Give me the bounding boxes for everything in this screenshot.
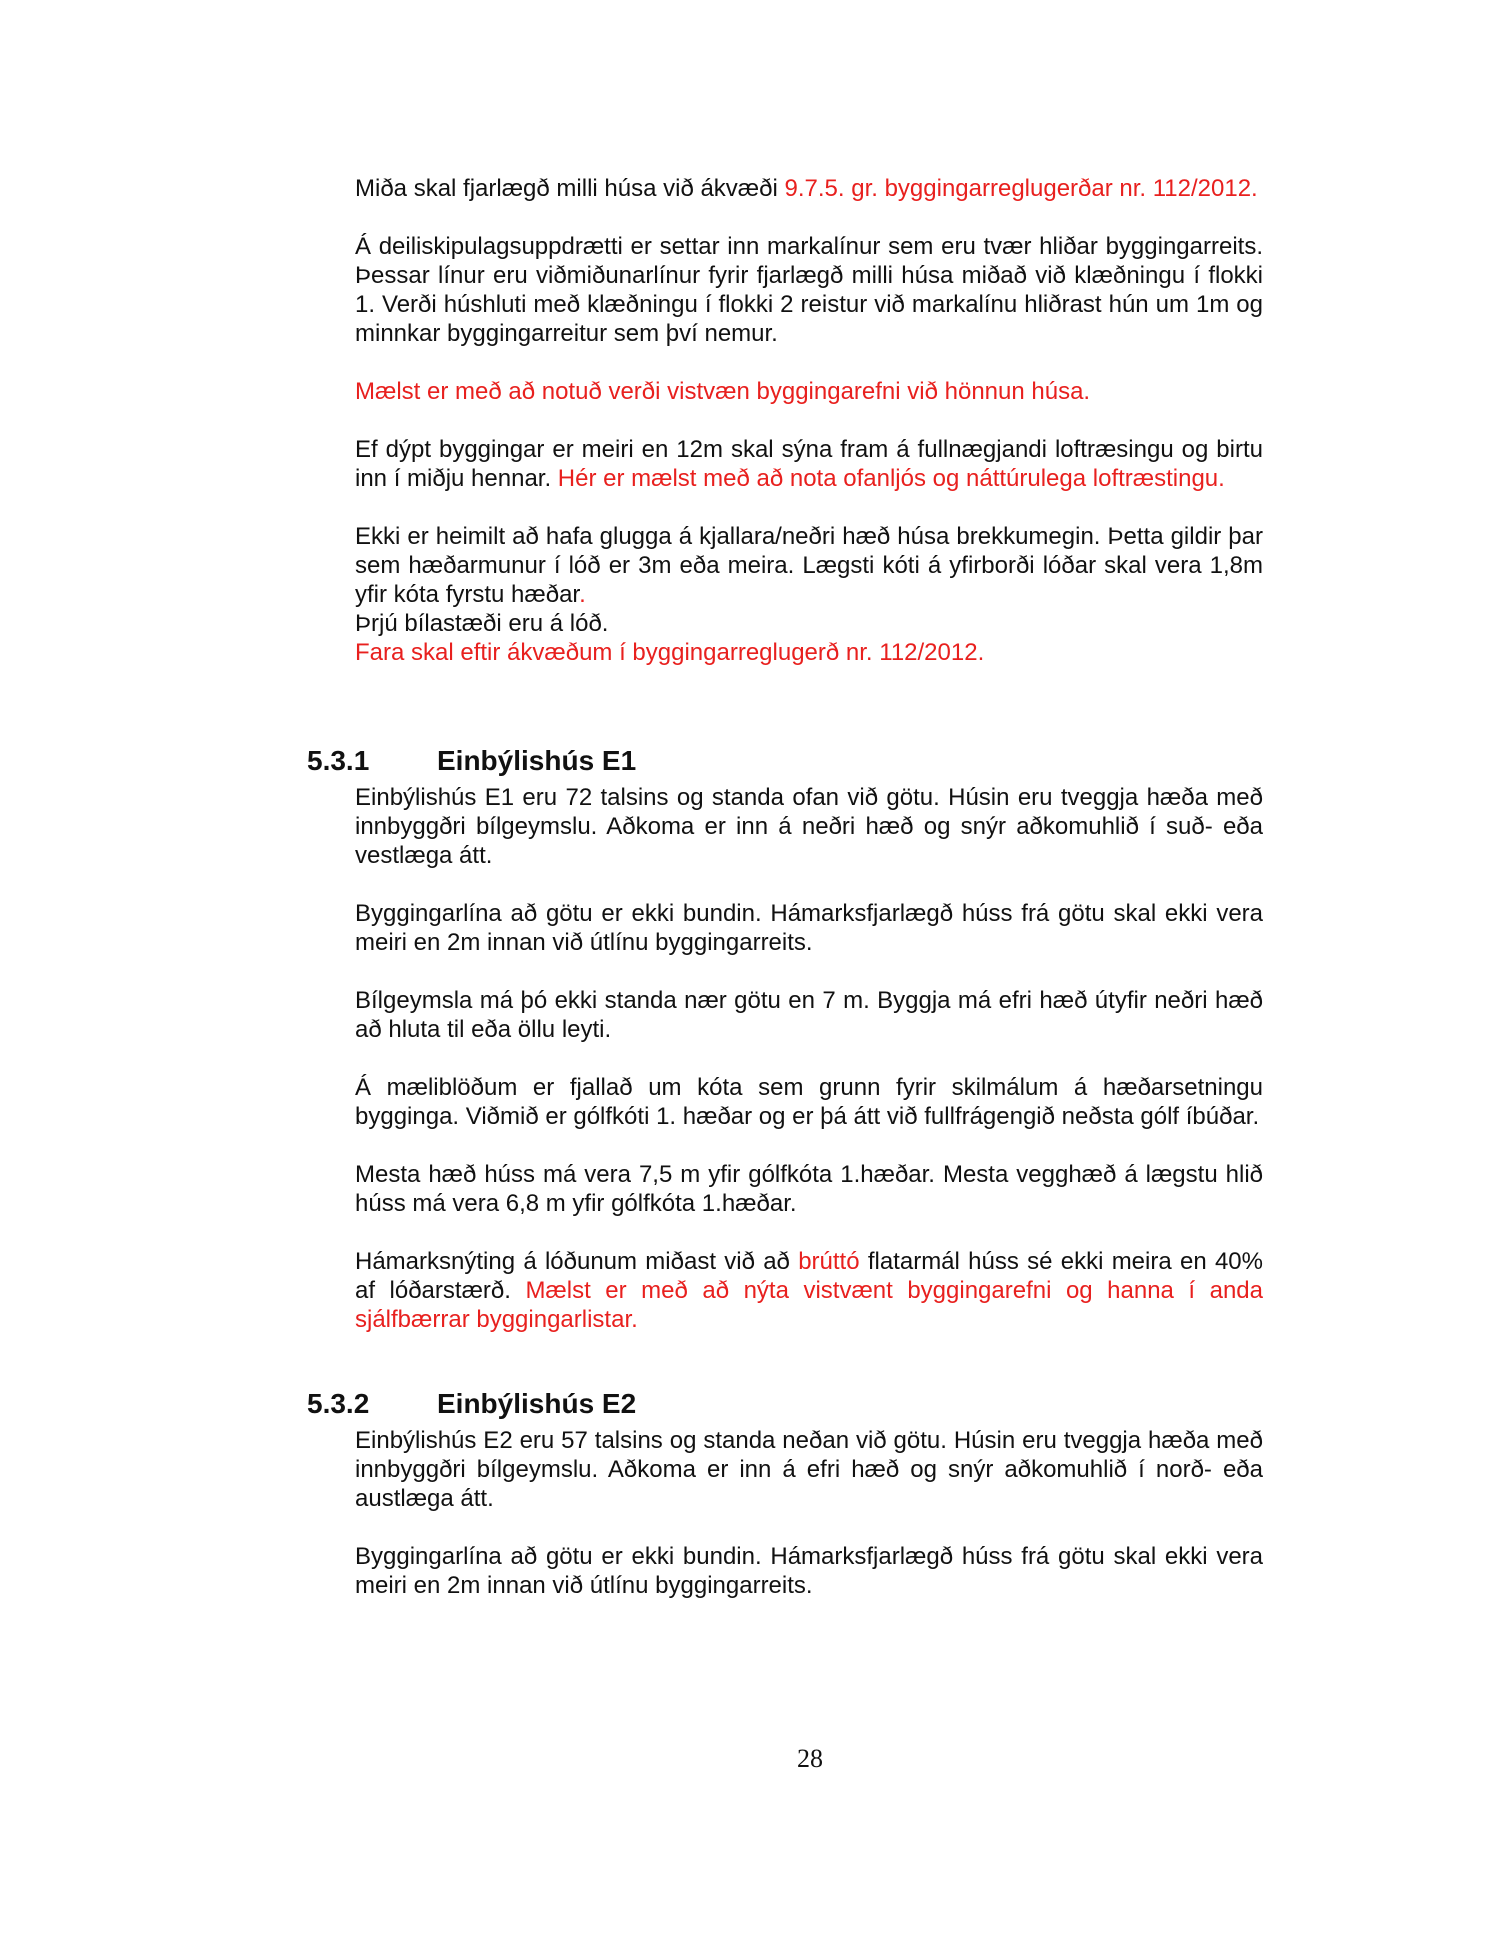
- paragraph-building-depth: [355, 435, 1263, 493]
- e2-paragraph-overview: Einbýlishús E2 eru 57 talsins og standa neðan við götu. Húsin eru tveggja hæða með innbyggðri bílgeymslu. Aðkoma er inn á efri hæð og snýr aðkomuhlið í norð- eða austlæga átt.: [355, 1427, 1263, 1512]
- recommendation-text: Hér er mælst með að nota ofanljós og náttúrulega loftræstingu.: [557, 465, 1225, 492]
- paragraph-text: Miða skal fjarlægð milli húsa við ákvæði: [355, 175, 785, 202]
- e1-paragraph-utilization: [355, 1247, 1263, 1334]
- paragraph-parking: Þrjú bílastæði eru á lóð.: [355, 610, 609, 637]
- paragraph-text: Ekki er heimilt að hafa glugga á kjallara/neðri hæð húsa brekkumegin. Þetta gildir þar sem hæðarmunur í lóð er 3m eða meira. Lægsti kóti á yfirborði lóðar skal vera 1,8m yfir kóta fyrstu hæðar: [355, 523, 1263, 608]
- section-number: 5.3.1: [307, 745, 370, 776]
- paragraph-text: Hámarksnýting á lóðunum miðast við að: [355, 1248, 799, 1275]
- paragraph-basement-windows: [355, 522, 1263, 609]
- document-body: [307, 174, 1263, 1600]
- section-heading-e1: [307, 741, 1263, 781]
- paragraph-regulation: Fara skal eftir ákvæðum í byggingarreglugerð nr. 112/2012.: [355, 639, 985, 666]
- paragraph-distance-rule: [355, 174, 1263, 203]
- red-period: .: [579, 581, 586, 608]
- paragraph-text: Ef dýpt byggingar er meiri en 12m skal sýna fram á fullnægjandi loftræsingu og birtu inn í miðju hennar.: [355, 436, 1263, 492]
- section-heading-e2: [307, 1384, 1263, 1424]
- paragraph-sustainable-materials: Mælst er með að notuð verði vistvæn byggingarefni við hönnun húsa.: [355, 378, 1091, 405]
- e1-paragraph-max-height: Mesta hæð húss má vera 7,5 m yfir gólfkóta 1.hæðar. Mesta vegghæð á lægstu hlið húss má vera 6,8 m yfir gólfkóta 1.hæðar.: [355, 1161, 1263, 1217]
- page-number: 28: [797, 1744, 823, 1773]
- e1-paragraph-building-line: Byggingarlína að götu er ekki bundin. Hámarksfjarlægð húss frá götu skal ekki vera meiri en 2m innan við útlínu byggingarreits.: [355, 900, 1263, 956]
- section-title: Einbýlishús E1: [437, 745, 637, 776]
- e2-paragraph-building-line: Byggingarlína að götu er ekki bundin. Hámarksfjarlægð húss frá götu skal ekki vera meiri en 2m innan við útlínu byggingarreits.: [355, 1543, 1263, 1599]
- recommendation-text: Mælst er með að nýta vistvænt byggingarefni og hanna í anda sjálfbærrar byggingarlistar.: [355, 1277, 1263, 1333]
- e1-paragraph-garage: Bílgeymsla má þó ekki standa nær götu en 7 m. Byggja má efri hæð útyfir neðri hæð að hluta til eða öllu leyti.: [355, 987, 1263, 1043]
- e1-paragraph-elevation: Á mæliblöðum er fjallað um kóta sem grunn fyrir skilmálum á hæðarsetningu bygginga. Viðmið er gólfkóti 1. hæðar og er þá átt við fullfrágengið neðsta gólf íbúðar.: [355, 1074, 1263, 1130]
- paragraph-boundary-lines: Á deiliskipulagsuppdrætti er settar inn markalínur sem eru tvær hliðar byggingarreits. Þessar línur eru viðmiðunarlínur fyrir fjarlægð milli húsa miðað við klæðningu í flokki 1. Verði húshluti með klæðningu í flokki 2 reistur við markalínu hliðrast hún um 1m og minnkar byggingarreitur sem því nemur.: [355, 233, 1263, 347]
- section-number: 5.3.2: [307, 1388, 370, 1419]
- regulation-reference: 9.7.5. gr. byggingarreglugerðar nr. 112/2012.: [784, 175, 1258, 202]
- paragraph-text: flatarmál húss sé ekki meira en 40% af lóðarstærð.: [355, 1248, 1263, 1304]
- e1-paragraph-overview: Einbýlishús E1 eru 72 talsins og standa ofan við götu. Húsin eru tveggja hæða með innbyggðri bílgeymslu. Aðkoma er inn á neðri hæð og snýr aðkomuhlið í suð- eða vestlæga átt.: [355, 784, 1263, 869]
- section-title: Einbýlishús E2: [437, 1388, 637, 1419]
- highlight-word: brúttó: [798, 1248, 860, 1275]
